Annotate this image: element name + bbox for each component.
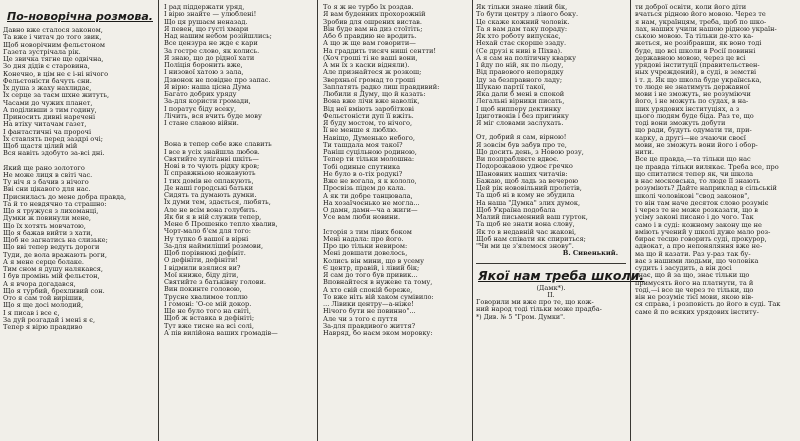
text-line: Нові в то чують рідку кров; — [164, 162, 260, 170]
text-line: Газета зустрічала рік. — [3, 47, 81, 56]
text-line: Ту ніч я з бачив з нічого — [3, 178, 89, 186]
text-line: Вся навіть здобуто за-всі дні. — [3, 149, 105, 158]
text-line: Колисъ він мини, що в усему — [323, 256, 424, 265]
text-line: Їх думи тем, здається, любять, — [164, 198, 271, 207]
text-line: Про цю тільки невиром: — [323, 242, 408, 250]
text-line: Зробив для ошрених вистав. — [323, 17, 422, 26]
text-line: І тих домів не оплакують, — [164, 176, 254, 185]
text-line: Та вже і читач до того звик, — [3, 33, 102, 42]
text-line: Щоб щастя цілий мій — [3, 142, 78, 150]
text-line: А я вчора догадався, — [3, 279, 76, 288]
text-line: Їх серце за таєм шхне житуть, — [3, 91, 110, 100]
text-line: А пів вилійона ваших громадів— — [164, 328, 278, 337]
text-line: Щоб Україна подобала — [476, 205, 556, 214]
text-line: Їх душа з жаху нахлидає, — [3, 84, 92, 92]
text-line: мови, не зможуть вони його і обор- — [635, 140, 758, 149]
text-line: він не розуміє тієї мови, якою вів- — [635, 293, 754, 301]
text-line: Як би я в ній служив тепер, — [164, 212, 262, 221]
poem-stanza-8 — [476, 134, 626, 250]
text-line: Вин покинте головою, — [164, 285, 242, 294]
text-line: Фельєтоністи дуп її вжіть. — [323, 111, 414, 120]
text-line: Навіщо, Думенько небого, — [323, 133, 415, 142]
text-line: Та щоб не знати вона слову, — [476, 220, 575, 229]
text-line: ває з нашими людьми, що чоловіка — [635, 256, 759, 265]
text-line: То вже ніть вій хаком сумівило: — [323, 292, 434, 301]
text-line: ською мовою. Та тільки де-хто ка- — [635, 32, 754, 40]
text-line: А я сам на політичну кварку — [476, 53, 577, 62]
text-line: Я буду мостом, то нічого, — [323, 119, 413, 127]
text-line: Вона в тепер себе вже славить — [164, 140, 272, 149]
text-line: Ідиготвоків і без пригинку — [476, 111, 569, 120]
text-line: Зо дня дідів є старовина, — [3, 62, 90, 71]
text-line: це правда тільки вилякає. Треба все, про — [635, 162, 779, 171]
text-line: Говорили ми вже про те, що кож- — [476, 298, 594, 306]
text-line: Тобі одиные спутника — [323, 162, 401, 171]
text-line: І щоб нипперу дектинку — [476, 104, 562, 113]
text-line: судить і засудить, а він досі — [635, 264, 732, 272]
text-line: За-для користи громади, — [164, 97, 251, 106]
text-line: Є центр, правій, і лівий бік; — [323, 263, 420, 272]
text-line: що спитатися тепер як, чи школа — [635, 169, 754, 178]
text-line: Але чи з того є пуття — [323, 314, 398, 323]
text-line: і через те не може розказати, що в — [635, 206, 758, 214]
text-line: то люде не знатимуть державної — [635, 82, 750, 91]
text-line: Їх ставлять перед заздрі очі; — [3, 134, 103, 143]
text-line: Від неї вміють заробіткові — [323, 104, 414, 113]
text-line: І я писав і все є, — [3, 308, 60, 317]
text-line: що ради, будуть одумати ти, при- — [635, 126, 752, 135]
text-line: То я ж не турбо їх роздав. — [323, 3, 414, 11]
article-title: По-новорічна розмова. — [7, 10, 153, 23]
text-line: І рад піддержати уряд, — [164, 3, 245, 11]
text-line: Ну тупко б вашої в вірні — [164, 234, 249, 243]
text-line: Це скаже кожний чоловік. — [476, 17, 570, 26]
text-line: ний народ тоді тільки може прадба- — [476, 305, 602, 314]
text-line: його, і не можуть по судах, в на- — [635, 97, 749, 106]
poem-stanza-1 — [3, 27, 153, 158]
column-rule — [630, 0, 631, 441]
text-line: І низової хатою з зала, — [164, 68, 244, 77]
text-line: За гостре слово, як колись. — [164, 46, 260, 55]
text-line: Любили я Думу, що й казать: — [323, 90, 426, 98]
text-line: Нічого бути не повинно"... — [323, 307, 416, 316]
text-line: Тим сном я душу налякався, — [3, 265, 103, 273]
text-line: Історія з тим лівих боком — [323, 227, 412, 236]
text-line: Щоб не загнатись на слизьке; — [3, 236, 108, 244]
text-line: ма що й казати. Раз у-раз так бу- — [635, 249, 751, 258]
text-line: то він там наче десяток слово розуміє — [635, 198, 769, 207]
column-5 — [635, 4, 797, 441]
text-line: Мене б Прошенко тепло хвалив, — [164, 220, 278, 228]
text-line: Багато добрих уряду — [164, 90, 237, 98]
text-line: державною мовою, через це всі — [635, 53, 746, 62]
text-line: Що вві тепер ведуть дороги — [3, 243, 100, 252]
text-line: Який ще рано золотого — [3, 163, 85, 172]
text-line: ся справа, і розповість до його в суді. Так — [635, 300, 781, 309]
text-line: Вповнайтеся в нужеве та тому, — [323, 278, 433, 287]
text-line: буде, що всі школи в Росії повинні — [635, 46, 756, 55]
text-line: Де наші городські батьки — [164, 183, 253, 192]
text-line: І все в усіх знайшла любов. — [164, 147, 260, 156]
text-line: І фантастичні ча пророчі — [3, 127, 92, 136]
text-line: Вона вже лічи вже наволік, — [323, 97, 420, 106]
column-2 — [164, 4, 312, 441]
text-line: Іду за безправного ладу; — [476, 75, 563, 84]
text-line: А хто свій спокій береже, — [323, 285, 413, 294]
text-line: бирає тесцю говорить суді, прокурор, — [635, 235, 767, 243]
text-line: Не може лиця в світі час. — [3, 170, 93, 179]
text-line: Святийте з батьківну голови. — [164, 278, 266, 286]
text-line: знає, що й за що, знає тільки що — [635, 271, 750, 280]
text-line: Часами до чужих планет, — [3, 98, 93, 107]
text-line: Тепер я вірю правдиво — [3, 323, 83, 331]
text-line: Я вам буденних прохорожній — [323, 10, 426, 19]
text-line: Подорожавою удвоє гречко — [476, 162, 573, 171]
text-line: Мої книже, біду діти, — [164, 270, 239, 279]
text-line: Вже не вогала, я к кололо, — [323, 177, 417, 185]
text-line: За дуй розгадай і мені я є, — [3, 315, 96, 324]
text-line: Як тільки знане лівий бік, — [476, 3, 568, 11]
text-line: А що ж ще вам говорити— — [323, 39, 416, 48]
text-line: і т. д. Як що школа буде українська, — [635, 75, 762, 84]
column-1 — [3, 4, 153, 441]
poem-stanza-5 — [323, 4, 469, 222]
text-line: Поліція боронить вже, — [164, 61, 243, 69]
text-line: Цей рік нововільний пролетів, — [476, 184, 582, 192]
text-line: Мені довшати довелось, — [323, 249, 408, 258]
text-line: Я знаю, що до рідної хати — [164, 53, 255, 62]
text-line: школі чоловікові "свод законов", — [635, 191, 750, 200]
text-line: А як ти добре танцювала, — [323, 191, 413, 200]
text-line: Лічить, вся вчить буде мову — [164, 111, 262, 120]
text-line: мови і не зможуть, не розуміючи — [635, 90, 751, 98]
text-line: Присниласъ до мене добра правда, — [3, 192, 127, 201]
text-line: Трусне хвалимое топлю — [164, 292, 248, 301]
section-divider — [476, 263, 626, 264]
text-line: Я міг словами заслухать. — [476, 119, 564, 127]
text-line: Туди, де вола вражають роги, — [3, 250, 107, 259]
text-line: Все це правда,—та тільки що нас — [635, 155, 751, 164]
text-line: саме й по всяких урядових інститу- — [635, 307, 759, 316]
text-line: Яка дали б мені в спокой — [476, 90, 565, 98]
text-line: За-для правдивого життя? — [323, 321, 416, 330]
text-line: Раніш суцільною родиною, — [323, 148, 417, 156]
poem-stanza-4 — [164, 141, 312, 337]
text-line: Щоб ж вставка в дефініті; — [164, 314, 255, 323]
text-line: Ви позпрабляєте вдвоє. — [476, 155, 559, 163]
text-line: А мн їх з каски відняли). — [323, 61, 410, 69]
text-line: Її справжньою ножавують — [164, 169, 256, 178]
text-line: Він буде вам на диз стоїтіть; — [323, 24, 423, 33]
text-line: Мені надала: про його. — [323, 234, 404, 243]
text-line: розуміють? Дайте наприклад в сільській — [635, 184, 777, 193]
text-line: само і в суді: кожному закону ще не — [635, 220, 762, 229]
text-line: тоді,—і все це через те тільки, що — [635, 285, 754, 294]
article-paragraph-1 — [635, 4, 797, 156]
text-line: Приносить дивні наречені — [3, 113, 96, 121]
text-line: (Се друзі к ниві в Піхва). — [476, 46, 563, 55]
text-line: На граддить тисяч ниші сентти! — [323, 46, 437, 55]
text-line: урядові інституції (правительствен- — [635, 61, 760, 69]
text-line: Її не менше я люблю. — [323, 126, 398, 135]
poem-stanza-6 — [323, 229, 469, 338]
article-title-2: Якої нам треба школи. — [478, 267, 645, 283]
text-line: На хозаїчоєнько не могла... — [323, 198, 420, 207]
text-line: в нас московська, то люде її знають — [635, 177, 760, 185]
text-line: нити. — [635, 148, 654, 156]
text-line: ших урядових інституціях, а з — [635, 104, 740, 113]
text-line: І відмили взялися ви? — [164, 263, 241, 272]
text-line: Фельєтоністи бачуть сни. — [3, 76, 92, 85]
text-line: Нехай стає скорше ззаду. — [476, 39, 567, 48]
text-line: Просвізь підем до кала. — [323, 184, 406, 193]
text-line: жеться, не розібравши, як воно тоді — [635, 39, 762, 48]
text-line: Або б правдию не вродить. — [323, 32, 417, 40]
column-rule — [472, 0, 473, 441]
text-line: Але не всім вона голубить. — [164, 205, 258, 214]
text-line: ... Лівики центру—а-ніже! — [323, 300, 414, 308]
text-line: я нам, українцям, треба, щоб по шко- — [635, 17, 767, 26]
text-line: І вірю знайте — улюблені! — [164, 10, 257, 19]
text-line: Чорт-мало б'єм для того: — [164, 227, 251, 236]
column-rule — [317, 0, 318, 441]
text-line: Шановних наших читачів: — [476, 169, 568, 178]
footnote: *) Див. № 5 "Гром. Думки". — [476, 313, 565, 321]
text-line: Що їх хотять мовчатою, — [3, 221, 86, 230]
poem-stanza-2 — [3, 165, 153, 332]
text-line: Як то в недавній час жакові, — [476, 227, 577, 236]
section-number: II. — [547, 290, 555, 299]
text-line: ти доброї освіти, коли його діти — [635, 3, 747, 11]
text-line: От, добрий я сам, вірною! — [476, 133, 567, 142]
text-line: Що я бажав вийти з хати, — [3, 228, 93, 237]
text-line: Дзвонок не повідне про запас. — [164, 75, 271, 84]
text-line: Від правового непорядку — [476, 68, 564, 77]
text-line: О дефініти, дефініти! — [164, 256, 238, 265]
column-3 — [323, 4, 469, 441]
text-line: І стане славою війни. — [164, 119, 239, 127]
text-line: Усе вам люби новини. — [323, 213, 401, 222]
text-line: Я зовсім був забув про те, — [476, 140, 567, 149]
text-line: Ти ташдала моя такої? — [323, 140, 403, 149]
text-line: адвокат, а про непоняляння вже не- — [635, 242, 763, 251]
text-line: Та щоб ні в кому не збудила — [476, 191, 575, 200]
text-line: Це звичка тягне ще одвічна, — [3, 55, 104, 63]
text-line: Я сам до того був привик... — [323, 271, 418, 279]
text-line: (Хоч гроші ті не ваші вони, — [323, 53, 418, 62]
text-line: лах, наших учили нашою рідною україн- — [635, 24, 777, 33]
text-line: Шукаю партії такої, — [476, 82, 546, 91]
text-line: Ще не було того на світі, — [164, 307, 251, 315]
text-line: І поратує біду всеку, — [164, 104, 237, 113]
text-line: О дамн, дамн—ча а жиги— — [323, 206, 418, 214]
text-line: Щоб порівнюкі дефініт. — [164, 249, 246, 257]
text-line: Та й то невдячно та страшно: — [3, 199, 107, 208]
text-line: усіму законі писано і до чого. Так — [635, 213, 754, 222]
text-line: Тут вже тисне на всі солі, — [164, 321, 255, 330]
poem-stanza-7 — [476, 4, 626, 127]
text-line: Зверхньої громад то гроші — [323, 75, 416, 84]
article-paragraph-2 — [635, 156, 797, 316]
text-line: Що я тружуся з лихоманці, — [3, 207, 99, 215]
text-line: І гомоні: 'О-се мій докор. — [164, 299, 252, 308]
text-line: За-для наймилішиї розмови, — [164, 241, 264, 250]
text-line: Що я ще досі молодий, — [3, 301, 84, 310]
text-line: І йду по ній, як по льоду, — [476, 61, 564, 69]
text-line: Легальні вірники писать, — [476, 97, 565, 106]
text-line: Над нашим небом розійшлись; — [164, 32, 272, 40]
text-line: То бути центру з лівого боку. — [476, 10, 579, 19]
text-line: Щоб новорічним фельєтоном — [3, 40, 105, 49]
text-line: Я вірю: наша цісна Дума — [164, 82, 251, 91]
text-line: примусять його на платнути, та й — [635, 278, 754, 287]
text-line: Що ця рушаєм неназад. — [164, 17, 248, 26]
text-line: Тепер ти тільки молошна: — [323, 155, 415, 164]
text-line: А я мене серце болаке. — [3, 257, 85, 266]
text-line: Я певен, що густі хмари — [164, 24, 249, 33]
text-line: Що досить день, з Новою розу, — [476, 147, 584, 156]
text-line: "Чи ми це з'ялемося знову". — [476, 242, 574, 250]
text-line: Заплатять радко лиш правдивий: — [323, 82, 440, 91]
text-line: А поділивши з тим годину, — [3, 105, 97, 114]
text-line: Все цензура не жде є кари — [164, 39, 258, 48]
column-rule — [158, 0, 159, 441]
text-line: Та я вам дам таку пораду: — [476, 24, 568, 33]
text-line: Але признайтеся ж розкош; — [323, 68, 422, 77]
text-line: Навряд, бо наєм эком моровку: — [323, 329, 433, 337]
text-line: На втіху читачам газет, — [3, 120, 87, 129]
poem-stanza-3 — [164, 4, 312, 127]
text-line: Давно вже сталося законом, — [3, 26, 103, 34]
text-line: Сидять та думають думки. — [164, 191, 257, 199]
text-line: Конечно, в цім не є і-ні нічого — [3, 69, 109, 78]
text-line: вміють учений у школі дуже мало роз- — [635, 227, 771, 236]
text-line: ных учреждений), в суді, в земстві — [635, 68, 757, 77]
text-line: Вві сни цікавого для нас. — [3, 185, 91, 194]
text-line: І був промінь мій фельєтон, — [3, 272, 100, 281]
text-line: Щоб нам співати як спириться; — [476, 234, 586, 243]
article-paragraph — [476, 299, 626, 314]
text-line: вчаться рідною його мовою. Через те — [635, 10, 766, 19]
article-subhead: (Дамк*). — [536, 283, 566, 292]
text-line: цього людям буде біда. Раз те, що — [635, 111, 754, 120]
text-line: карку, а другі—не зчаючи своєї — [635, 133, 746, 142]
text-line: Як хто роботу випускає, — [476, 32, 561, 40]
text-line: Думки ж повинули мене, — [3, 214, 91, 223]
text-line: Малий письменний ваш гурток, — [476, 213, 588, 221]
text-line: На наша "Думка" злих думок, — [476, 198, 581, 207]
text-line: тоді вони зможуть добути — [635, 119, 726, 127]
text-line: Що я турбий, брехливий сон. — [3, 286, 105, 295]
author-signature: В. Сивенький. — [562, 249, 618, 258]
text-line: Ото я сам той вирішив, — [3, 294, 85, 302]
text-line: Бажаю, щоб ладь за вечерою — [476, 176, 579, 185]
text-line: Святийте хуліганві шкіть— — [164, 154, 259, 163]
text-line: Не було в о-тіх родукі? — [323, 169, 403, 178]
